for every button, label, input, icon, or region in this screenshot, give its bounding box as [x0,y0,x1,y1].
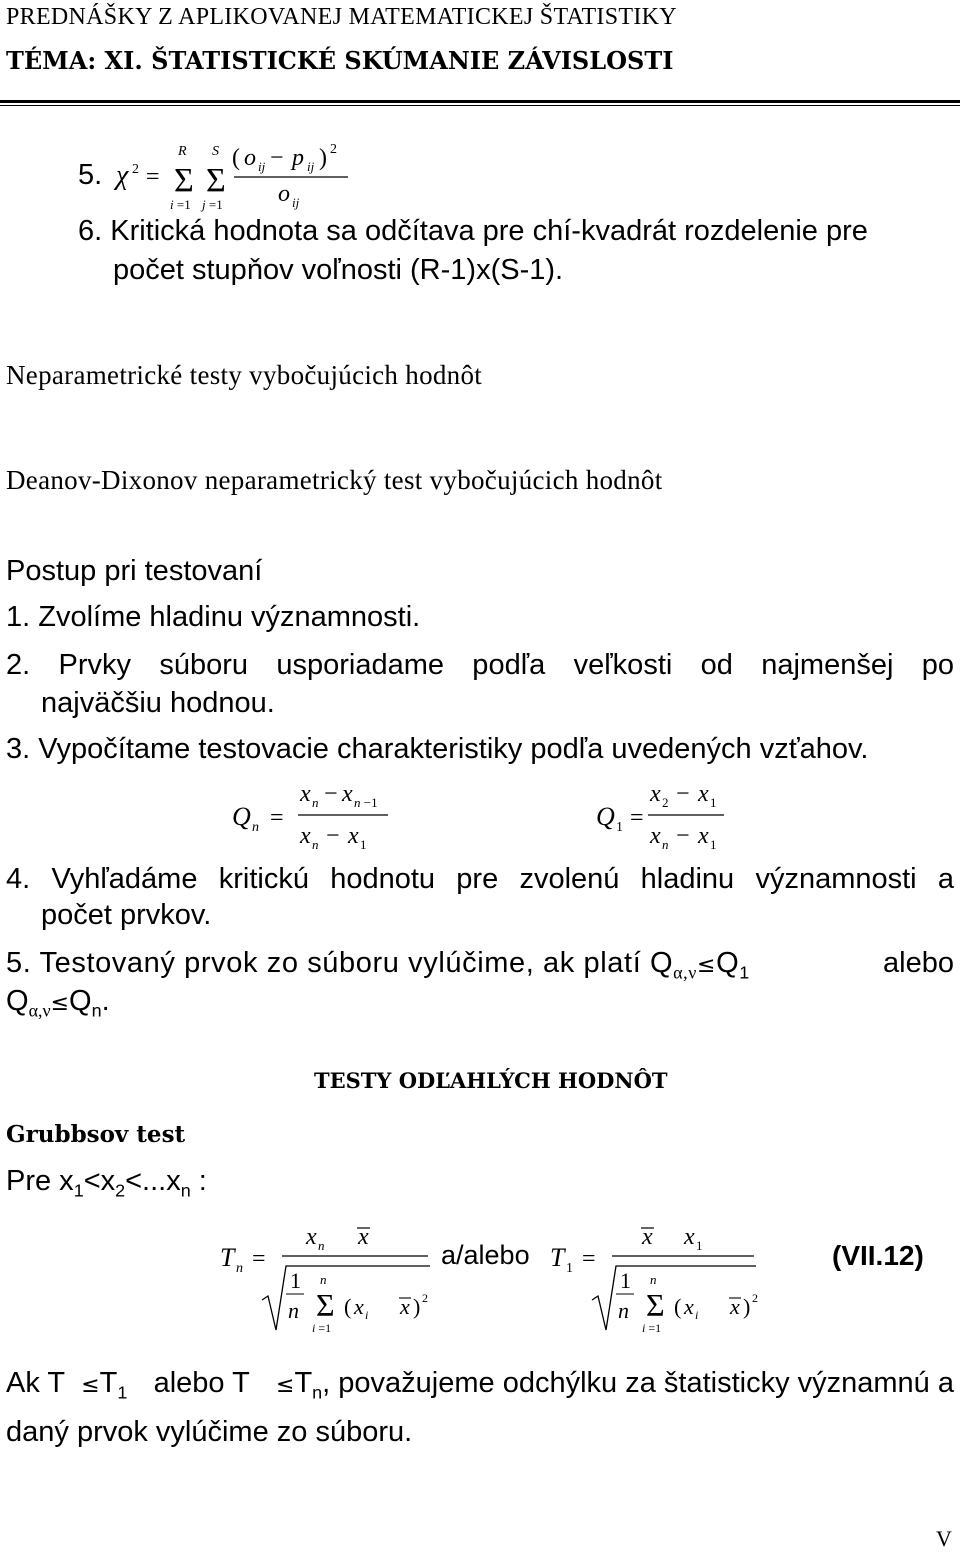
svg-text:Σ: Σ [316,1287,335,1323]
header-rule [0,100,960,103]
svg-text:): ) [319,145,327,171]
svg-text:x: x [300,823,311,849]
svg-text:(: ( [344,1294,352,1319]
conclusion-line2: daný prvok vylúčime zo súboru. [6,1416,413,1448]
svg-text:2: 2 [752,1291,758,1305]
svg-text:): ) [413,1294,421,1319]
svg-text:x: x [300,781,311,807]
svg-text:T: T [550,1243,565,1272]
svg-text:x: x [698,781,709,807]
svg-text:1: 1 [620,1268,631,1293]
page-marker: V [936,1526,952,1551]
svg-text:T: T [220,1243,235,1272]
grubbs-t1-formula [546,1218,768,1334]
svg-text:−: − [676,823,690,849]
svg-text:1: 1 [290,1268,301,1293]
svg-text:o: o [278,181,290,207]
svg-text:(: ( [674,1294,682,1319]
svg-text:x: x [650,823,661,849]
step-5-alebo: alebo [883,947,954,979]
svg-text:i: i [365,1308,369,1322]
svg-text:n: n [312,837,319,852]
svg-text:n: n [318,1238,325,1253]
svg-text:i =1: i =1 [312,1321,332,1334]
step-5-line2: $Q_{\alpha,\nu}\le Q_n$. [6,985,110,1021]
svg-text:x: x [348,823,359,849]
q-1-formula [592,775,752,855]
svg-text:Q: Q [232,802,251,831]
svg-text:=: = [582,1246,596,1272]
outliers-heading: TESTY ODĽAHLÝCH HODNÔT [314,1068,668,1093]
grubbs-tn-formula [216,1218,438,1334]
svg-text:1: 1 [566,1261,573,1276]
svg-text:R: R [178,144,187,159]
svg-text:x: x [684,1224,695,1250]
svg-text:x: x [730,1294,740,1319]
item-5-number: 5. [78,159,103,191]
svg-text:χ: χ [116,160,129,191]
svg-text:n −1: n −1 [354,795,378,810]
svg-text:2: 2 [132,162,139,177]
heading-procedure: Postup pri testovaní [6,555,263,587]
chi-square-formula [112,135,362,215]
q-n-formula [228,775,408,855]
topic-title: TÉMA: XI. ŠTATISTICKÉ SKÚMANIE ZÁVISLOSTI [6,46,674,75]
svg-text:S: S [212,144,219,159]
step-3: 3. Vypočítame testovacie charakteristiky podľa uvedených vzťahov. [6,733,869,765]
item-6-line2: počet stupňov voľnosti (R-1)x(S-1). [113,254,564,286]
svg-text:n: n [312,795,319,810]
svg-text:n: n [618,1298,629,1323]
svg-text:1: 1 [710,837,717,852]
svg-text:Σ: Σ [206,162,226,199]
svg-text:x: x [342,781,353,807]
conclusion-alebo: alebo T [153,1367,250,1399]
step-2-line2: najväčšiu hodnou. [41,687,275,719]
svg-text:ij: ij [307,159,315,174]
grubbs-order-condition: Pre $x_1<x_2<...x_n$ : [6,1165,207,1201]
equation-number: (VII.12) [832,1240,924,1271]
svg-text:x: x [354,1294,364,1319]
svg-text:x: x [400,1294,410,1319]
svg-text:i =1: i =1 [170,197,191,212]
svg-text:n: n [320,1272,327,1287]
svg-text:2: 2 [330,142,337,157]
svg-text:n: n [236,1261,243,1276]
svg-text:−: − [270,145,284,171]
step-5-line1 [6,946,954,989]
heading-nonparametric: Neparametrické testy vybočujúcich hodnôt [6,360,483,390]
svg-text:ij: ij [258,159,266,174]
svg-text:Σ: Σ [174,162,194,199]
svg-text:j =1: j =1 [202,197,223,212]
step-5-text: 5. Testovaný prvok zo súboru vylúčime, ak platí $Q_{\alpha,\nu}\le Q_1$ [6,947,750,983]
svg-text:=: = [270,805,284,831]
svg-text:): ) [743,1294,751,1319]
svg-text:−: − [676,781,690,807]
svg-text:1: 1 [616,820,623,835]
svg-text:2: 2 [662,795,669,810]
svg-text:x: x [642,1224,653,1250]
svg-text:n: n [252,820,259,835]
svg-text:x: x [698,823,709,849]
svg-text:(: ( [232,145,240,171]
conclusion-line1 [6,1366,954,1409]
svg-text:=: = [630,805,644,831]
grubbs-heading: Grubbsov test [6,1121,186,1148]
svg-text:x: x [650,781,661,807]
svg-text:n: n [662,837,669,852]
conclusion-ak: Ak $T \le T_1$ [6,1367,128,1403]
heading-dean-dixon: Deanov-Dixonov neparametrický test vybočujúcich hodnôt [6,465,663,495]
svg-text:p: p [292,145,304,171]
svg-text:i =1: i =1 [642,1321,662,1334]
step-1: 1. Zvolíme hladinu významnosti. [6,601,421,633]
svg-text:1: 1 [360,837,367,852]
svg-text:x: x [306,1224,317,1250]
svg-text:o: o [244,145,256,171]
svg-text:x: x [684,1294,694,1319]
conclusion-tn: $\le T_n$, považujeme odchýlku za štatisticky významnú a [276,1367,954,1403]
svg-text:=: = [146,164,160,190]
step-4-line2: počet prvkov. [41,899,212,931]
svg-text:2: 2 [422,1291,428,1305]
svg-text:1: 1 [710,795,717,810]
svg-text:=: = [252,1246,266,1272]
svg-text:−: − [326,823,340,849]
svg-text:n: n [650,1272,657,1287]
svg-text:Q: Q [596,802,615,831]
svg-text:1: 1 [696,1238,703,1253]
item-6-line1: 6. Kritická hodnota sa odčítava pre chí-kvadrát rozdelenie pre [78,215,868,247]
svg-text:Σ: Σ [646,1287,665,1323]
header-rule-thin [0,105,960,106]
svg-text:ij: ij [292,195,300,210]
svg-text:n: n [288,1298,299,1323]
running-title: PREDNÁŠKY Z APLIKOVANEJ MATEMATICKEJ ŠTATISTIKY [6,4,677,30]
svg-text:i: i [695,1308,699,1322]
step-4-line1: 4. Vyhľadáme kritickú hodnotu pre zvolenú hladinu významnosti a [6,863,954,895]
svg-text:−: − [324,781,338,807]
step-2-line1: 2. Prvky súboru usporiadame podľa veľkosti od najmenšej po [6,649,954,681]
or-label: a/alebo [441,1240,530,1270]
svg-text:x: x [358,1224,369,1250]
